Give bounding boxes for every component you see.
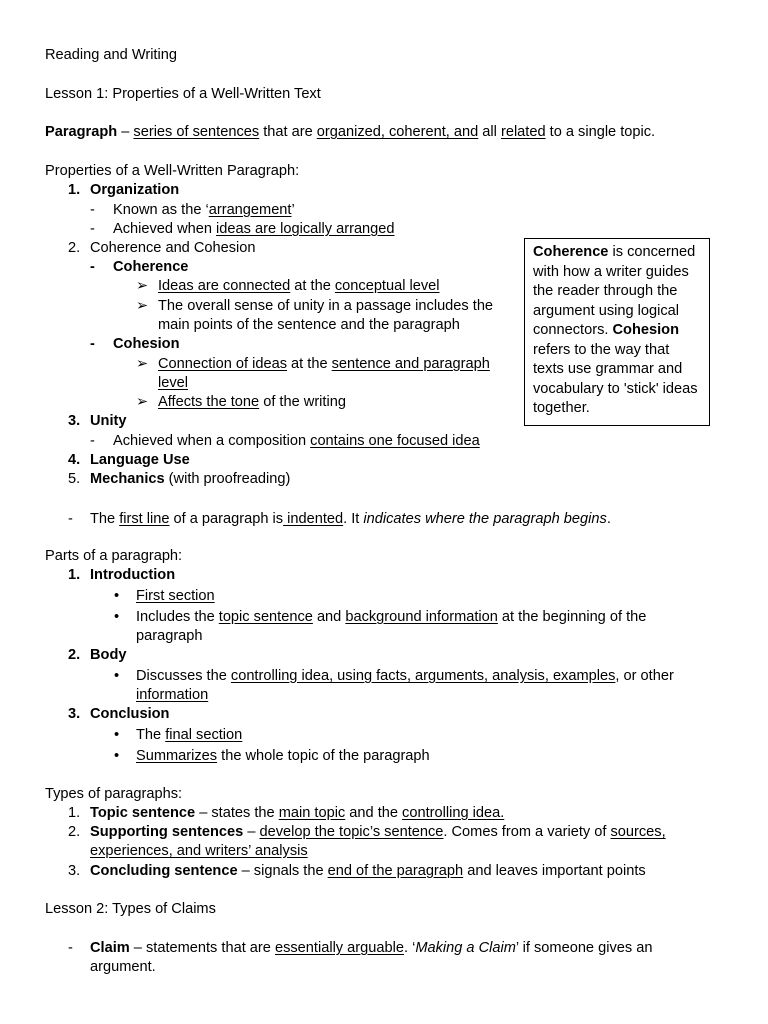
part-conclusion: Conclusion	[90, 706, 170, 722]
paragraph-definition: Paragraph – series of sentences that are organized, coherent, and all related to a single topic.	[45, 124, 656, 140]
parts-heading: Parts of a paragraph:	[45, 548, 183, 564]
list-item: The final section	[136, 727, 243, 743]
list-number: 3.	[68, 413, 81, 429]
property-coherence-cohesion: Coherence and Cohesion	[90, 240, 256, 256]
dash-marker: -	[90, 259, 95, 275]
list-item: Ideas are connected at the conceptual level	[158, 278, 440, 294]
coherence-cohesion-box: Coherence is concerned with how a writer guides the reader through the argument using logical connectors. Cohesion refers to the way that texts use grammar and vocabulary to 'stick' ideas together.	[524, 238, 710, 426]
properties-heading: Properties of a Well-Written Paragraph:	[45, 163, 300, 179]
type-supporting-sentences: Supporting sentences – develop the topic’s sentence. Comes from a variety of sources,	[90, 824, 666, 840]
bullet-marker: •	[114, 727, 120, 743]
list-number: 2.	[68, 240, 81, 256]
list-item: Discusses the controlling idea, using facts, arguments, analysis, examples, or other	[136, 668, 674, 684]
list-item: Achieved when a composition contains one focused idea	[113, 433, 480, 449]
property-language-use: Language Use	[90, 452, 190, 468]
arrow-marker: ➢	[136, 394, 149, 410]
property-mechanics: Mechanics (with proofreading)	[90, 471, 291, 487]
list-number: 4.	[68, 452, 81, 468]
list-item: Known as the ‘arrangement’	[113, 202, 295, 218]
arrow-marker: ➢	[136, 278, 149, 294]
list-item: Affects the tone of the writing	[158, 394, 346, 410]
list-number: 3.	[68, 863, 81, 879]
claim-definition: Claim – statements that are essentially arguable. ‘Making a Claim’ if someone gives an	[90, 940, 653, 956]
list-item-continued: level	[158, 375, 189, 391]
list-number: 3.	[68, 706, 81, 722]
dash-marker: -	[90, 433, 95, 449]
arrow-marker: ➢	[136, 298, 149, 314]
list-number: 2.	[68, 647, 81, 663]
lesson2-heading: Lesson 2: Types of Claims	[45, 901, 216, 917]
property-organization: Organization	[90, 182, 180, 198]
bullet-marker: •	[114, 609, 120, 625]
list-item-continued: paragraph	[136, 628, 203, 644]
list-item: The overall sense of unity in a passage includes the	[158, 298, 494, 314]
dash-marker: -	[90, 336, 95, 352]
dash-marker: -	[90, 202, 95, 218]
dash-marker: -	[68, 511, 73, 527]
bullet-marker: •	[114, 588, 120, 604]
subheading-cohesion: Cohesion	[113, 336, 180, 352]
part-introduction: Introduction	[90, 567, 176, 583]
type-concluding-sentence: Concluding sentence – signals the end of the paragraph and leaves important points	[90, 863, 646, 879]
property-unity: Unity	[90, 413, 127, 429]
list-number: 1.	[68, 805, 81, 821]
list-number: 2.	[68, 824, 81, 840]
type-topic-sentence: Topic sentence – states the main topic and the controlling idea.	[90, 805, 505, 821]
lesson1-heading: Lesson 1: Properties of a Well-Written Text	[45, 86, 321, 102]
list-item: Achieved when ideas are logically arranged	[113, 221, 395, 237]
term: Paragraph	[45, 124, 118, 140]
doc-title: Reading and Writing	[45, 47, 177, 63]
dash-marker: -	[68, 940, 73, 956]
list-item: Summarizes the whole topic of the paragraph	[136, 748, 430, 764]
list-item-continued: information	[136, 687, 209, 703]
subheading-coherence: Coherence	[113, 259, 189, 275]
list-item-continued: experiences, and writers’ analysis	[90, 843, 308, 859]
first-line-note: The first line of a paragraph is indented. It indicates where the paragraph begins.	[90, 511, 611, 527]
list-number: 1.	[68, 567, 81, 583]
dash-marker: -	[90, 221, 95, 237]
list-item-continued: main points of the sentence and the paragraph	[158, 317, 460, 333]
list-number: 1.	[68, 182, 81, 198]
list-item: First section	[136, 588, 215, 604]
list-item: Includes the topic sentence and background information at the beginning of the	[136, 609, 647, 625]
bullet-marker: •	[114, 748, 120, 764]
list-number: 5.	[68, 471, 81, 487]
part-body: Body	[90, 647, 127, 663]
list-item: Connection of ideas at the sentence and paragraph	[158, 356, 490, 372]
claim-definition-continued: argument.	[90, 959, 156, 975]
arrow-marker: ➢	[136, 356, 149, 372]
types-heading: Types of paragraphs:	[45, 786, 183, 802]
bullet-marker: •	[114, 668, 120, 684]
